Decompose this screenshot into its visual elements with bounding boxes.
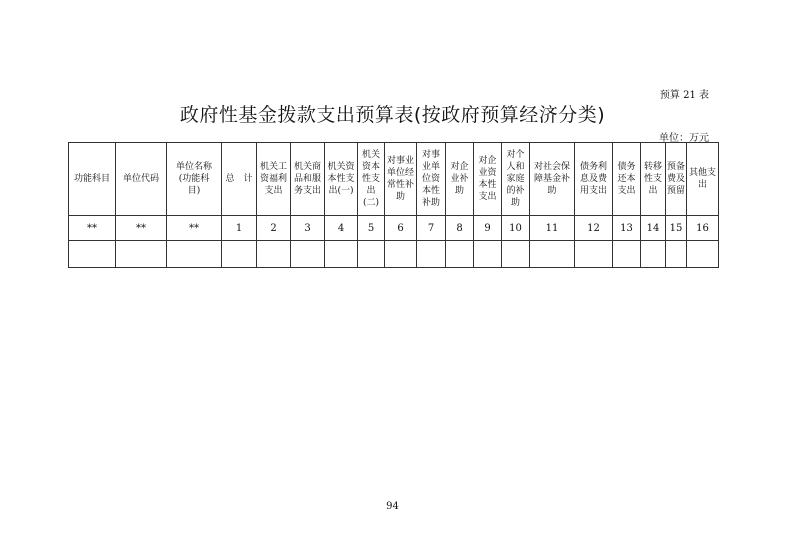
table-cell: 6 — [385, 216, 417, 241]
column-header: 单位代码 — [116, 143, 167, 216]
table-cell: 1 — [222, 216, 257, 241]
column-header: 机关商 品和服 务支出 — [291, 143, 325, 216]
column-header: 对企 业补 助 — [446, 143, 474, 216]
table-row — [69, 241, 719, 268]
table-cell — [257, 241, 291, 268]
table-cell: 8 — [446, 216, 474, 241]
column-header: 功能科目 — [69, 143, 116, 216]
table-cell — [666, 241, 687, 268]
page-number: 94 — [386, 501, 399, 512]
table-cell: 3 — [291, 216, 325, 241]
column-header: 对事业 单位经 常性补 助 — [385, 143, 417, 216]
table-cell — [358, 241, 385, 268]
table-cell — [167, 241, 222, 268]
table-cell — [291, 241, 325, 268]
table-cell: 16 — [687, 216, 719, 241]
column-header: 转移 性支 出 — [641, 143, 666, 216]
table-row — [69, 216, 719, 241]
unit-label: 单位：万元 — [659, 133, 709, 144]
table-cell: 7 — [417, 216, 446, 241]
table-cell — [69, 241, 116, 268]
table-cell — [116, 241, 167, 268]
column-header: 单位名称 (功能科 目) — [167, 143, 222, 216]
table-cell: ** — [69, 216, 116, 241]
table-cell: 15 — [666, 216, 687, 241]
table-cell — [446, 241, 474, 268]
budget-table — [68, 142, 719, 268]
table-cell — [641, 241, 666, 268]
table-cell: 11 — [530, 216, 575, 241]
table-header-row — [69, 143, 719, 216]
column-header: 债务利 息及费 用支出 — [575, 143, 613, 216]
page-title: 政府性基金拨款支出预算表(按政府预算经济分类) — [179, 104, 606, 126]
column-header: 对社会保 障基金补 助 — [530, 143, 575, 216]
table-cell — [613, 241, 641, 268]
column-header: 其他支 出 — [687, 143, 719, 216]
table-cell: 9 — [474, 216, 502, 241]
column-header: 机关资 本性支 出(一) — [325, 143, 358, 216]
table-cell: 14 — [641, 216, 666, 241]
table-cell: 2 — [257, 216, 291, 241]
table-cell — [385, 241, 417, 268]
table-cell — [417, 241, 446, 268]
column-header: 对事 业单 位资 本性 补助 — [417, 143, 446, 216]
table-cell: ** — [167, 216, 222, 241]
table-cell — [575, 241, 613, 268]
table-cell: 13 — [613, 216, 641, 241]
table-cell: ** — [116, 216, 167, 241]
table-cell — [325, 241, 358, 268]
column-header: 预备 费及 预留 — [666, 143, 687, 216]
column-header: 总 计 — [222, 143, 257, 216]
column-header: 对个 人和 家庭 的补 助 — [502, 143, 530, 216]
table-cell — [530, 241, 575, 268]
column-header: 债务 还本 支出 — [613, 143, 641, 216]
table-cell — [474, 241, 502, 268]
table-cell — [502, 241, 530, 268]
table-number: 预算 21 表 — [659, 90, 709, 101]
table-cell — [687, 241, 719, 268]
column-header: 机关 资本 性支 出 (二) — [358, 143, 385, 216]
table-cell: 4 — [325, 216, 358, 241]
table-cell: 12 — [575, 216, 613, 241]
column-header: 对企 业资 本性 支出 — [474, 143, 502, 216]
table-cell: 10 — [502, 216, 530, 241]
table-cell: 5 — [358, 216, 385, 241]
table-cell — [222, 241, 257, 268]
column-header: 机关工 资福利 支出 — [257, 143, 291, 216]
